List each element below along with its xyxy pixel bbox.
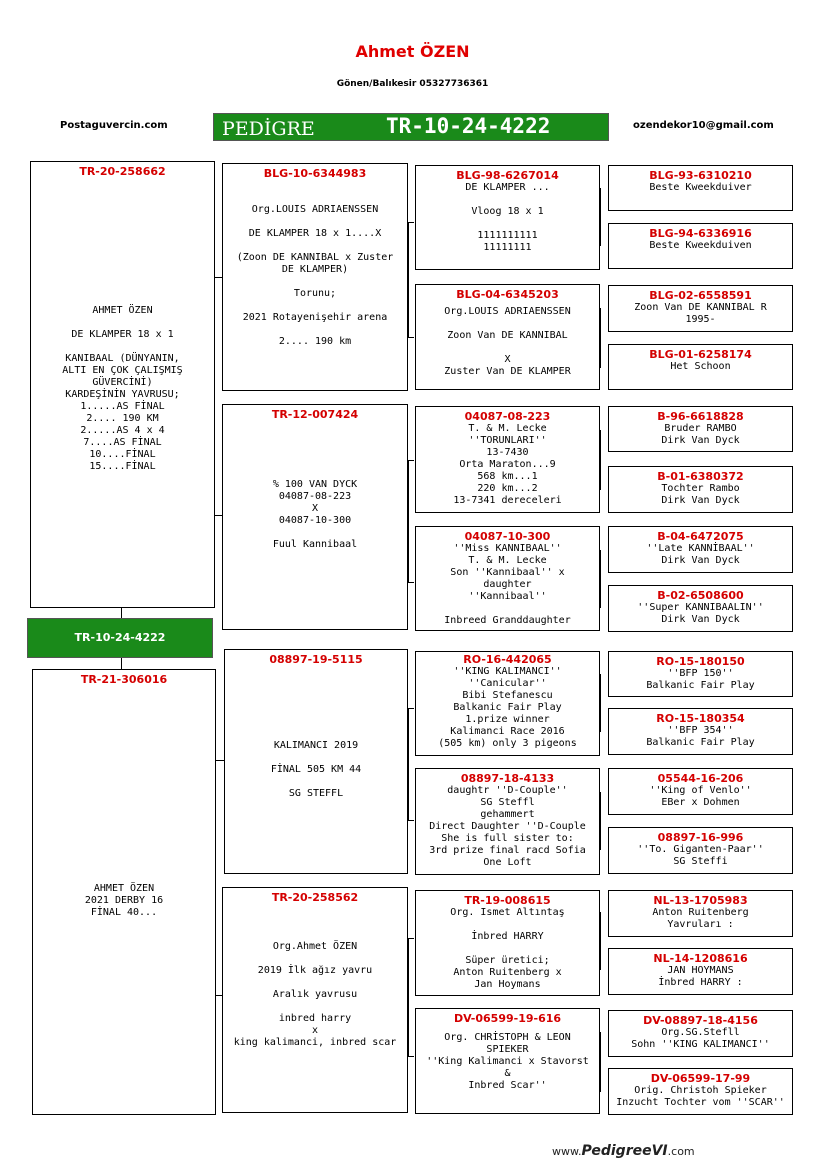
footer-brand-prefix: www. xyxy=(552,1145,582,1158)
ancestor-notes: KALIMANCI 2019 FİNAL 505 KM 44 SG STEFFL xyxy=(270,740,362,799)
ancestor-card xyxy=(608,1010,793,1057)
connector xyxy=(408,938,414,939)
connector xyxy=(408,1056,414,1057)
ancestor-notes: Orig. Christoh Spieker Inzucht Tochter vom ''SCAR'' xyxy=(616,1085,785,1108)
ancestor-notes: % 100 VAN DYCK 04087-08-223 X 04087-10-300 Fuul Kannibaal xyxy=(272,479,358,550)
ancestor-card xyxy=(608,585,793,632)
ancestor-ring: B-04-6472075 xyxy=(657,530,744,543)
pedigree-banner xyxy=(213,113,609,141)
connector xyxy=(408,938,409,1056)
ancestor-notes: ''BFP 150'' Balkanic Fair Play xyxy=(646,668,755,691)
connector xyxy=(408,820,414,821)
connector xyxy=(408,708,414,709)
ancestor-ring: BLG-10-6344983 xyxy=(263,167,367,180)
ancestor-notes: Org.LOUIS ADRIAENSSEN DE KLAMPER 18 x 1....X (Zoon DE KANNIBAL x Zuster DE KLAMPER) Torunu; 2021 Rotayenişehir arena 2.... 190 km xyxy=(236,204,394,347)
footer-brand-suffix: .com xyxy=(667,1145,695,1158)
ancestor-ring: DV-08897-18-4156 xyxy=(643,1014,758,1027)
ancestor-ring: DV-06599-19-616 xyxy=(453,1012,562,1025)
dam-ring: TR-21-306016 xyxy=(80,673,168,686)
ancestor-notes: ''Late KANNİBAAL'' Dirk Van Dyck xyxy=(646,543,755,566)
ancestor-notes: JAN HOYMANS İnbred HARRY : xyxy=(658,965,743,988)
ancestor-ring: BLG-98-6267014 xyxy=(456,169,559,182)
ancestor-card xyxy=(608,890,793,937)
banner-ring: TR-10-24-4222 xyxy=(386,114,551,138)
ancestor-card xyxy=(415,768,600,875)
ancestor-ring: BLG-93-6310210 xyxy=(649,169,752,182)
ancestor-card xyxy=(222,163,408,391)
sire-ring: TR-20-258662 xyxy=(79,165,166,178)
ancestor-notes: ''King of Venlo'' EBer x Dohmen xyxy=(649,785,752,808)
ancestor-card xyxy=(415,890,600,996)
ancestor-card xyxy=(415,406,600,513)
dam-card xyxy=(32,669,216,1115)
ancestor-notes: Het Schoon xyxy=(670,361,731,372)
ancestor-notes: Beste Kweekduiver xyxy=(649,182,752,193)
connector xyxy=(408,708,409,820)
subject-ring: TR-10-24-4222 xyxy=(27,618,213,658)
website-label: Postaguvercin.com xyxy=(60,120,168,131)
ancestor-notes: DE KLAMPER ... Vloog 18 x 1 1111111111 11111111 xyxy=(465,182,550,253)
ancestor-card xyxy=(222,404,408,630)
ancestor-notes: ''Miss KANNIBAAL'' T. & M. Lecke Son ''Kannibaal'' x daughter ''Kannibaal'' Inbreed Granddaughter xyxy=(444,543,571,626)
ancestor-notes: Anton Ruitenberg Yavruları : xyxy=(652,907,749,930)
ancestor-card xyxy=(415,165,600,270)
ancestor-notes: Org. CHRİSTOPH & LEON SPIEKER ''King Kalimanci x Stavorst & Inbred Scar'' xyxy=(426,1032,589,1091)
ancestor-ring: 04087-08-223 xyxy=(464,410,551,423)
connector xyxy=(408,582,414,583)
ancestor-card xyxy=(608,827,793,874)
ancestor-ring: RO-15-180354 xyxy=(656,712,745,725)
ancestor-card xyxy=(224,649,408,874)
connector xyxy=(600,430,601,490)
connector xyxy=(408,222,409,337)
ancestor-ring: NL-13-1705983 xyxy=(653,894,748,907)
connector xyxy=(600,550,601,608)
ancestor-notes: Org.SG.Stefll Sohn ''KING KALIMANCI'' xyxy=(631,1027,770,1050)
connector xyxy=(408,460,409,582)
ancestor-notes: Org.Ahmet ÖZEN 2019 İlk ağız yavru Aralık yavrusu inbred harry x king kalimanci, inbred scar xyxy=(233,941,397,1048)
ancestor-card xyxy=(608,344,793,390)
ancestor-notes: Zoon Van DE KANNIBAL R 1995- xyxy=(634,302,767,325)
ancestor-card xyxy=(222,887,408,1113)
ancestor-ring: 08897-16-996 xyxy=(657,831,744,844)
sire-notes: AHMET ÖZEN DE KLAMPER 18 x 1 KANIBAAL (DÜNYANIN, ALTI EN ÇOK ÇALIŞMIŞ GÜVERCİNİ) KARDEŞİNİN YAVRUSU; 1.....AS FİNAL 2.... 190 KM 2.....AS 4 x 4 7....AS FİNAL 10....FİNAL 15....FİNAL xyxy=(62,305,183,472)
ancestor-ring: TR-19-008615 xyxy=(464,894,551,907)
ancestor-ring: 05544-16-206 xyxy=(657,772,744,785)
ancestor-ring: 04087-10-300 xyxy=(464,530,551,543)
connector xyxy=(600,912,601,970)
owner-location-phone: Gönen/Balıkesir 05327736361 xyxy=(336,79,489,89)
ancestor-ring: BLG-94-6336916 xyxy=(649,227,752,240)
email-label: ozendekor10@gmail.com xyxy=(633,120,774,131)
ancestor-ring: NL-14-1208616 xyxy=(653,952,748,965)
ancestor-notes: ''To. Giganten-Paar'' SG Steffi xyxy=(637,844,764,867)
ancestor-card xyxy=(608,285,793,332)
ancestor-notes: ''BFP 354'' Balkanic Fair Play xyxy=(646,725,755,748)
ancestor-ring: RO-15-180150 xyxy=(656,655,745,668)
ancestor-notes: Beste Kweekduiven xyxy=(649,240,752,251)
ancestor-card xyxy=(608,651,793,697)
ancestor-ring: DV-06599-17-99 xyxy=(650,1072,751,1085)
ancestor-card xyxy=(415,1008,600,1114)
ancestor-ring: 08897-18-4133 xyxy=(460,772,555,785)
ancestor-notes: Tochter Rambo Dirk Van Dyck xyxy=(661,483,740,506)
ancestor-notes: daughtr ''D-Couple'' SG Steffl gehammert Direct Daughter ''D-Couple She is full sister to: 3rd prize final racd Sofia One Loft xyxy=(429,785,586,868)
ancestor-ring: BLG-01-6258174 xyxy=(649,348,752,361)
ancestor-card xyxy=(608,223,793,269)
ancestor-card xyxy=(415,284,600,390)
ancestor-card xyxy=(608,406,793,452)
footer-logo xyxy=(552,1143,695,1159)
ancestor-card xyxy=(415,526,600,631)
connector xyxy=(600,792,601,850)
ancestor-card xyxy=(608,165,793,211)
connector xyxy=(408,460,414,461)
ancestor-ring: 08897-19-5115 xyxy=(269,653,363,666)
connector xyxy=(600,674,601,732)
ancestor-card xyxy=(608,1068,793,1115)
ancestor-notes: ''KING KALIMANCI'' ''Canicular'' Bibi Stefanescu Balkanic Fair Play 1.prize winner Kalimanci Race 2016 (505 km) only 3 pigeons xyxy=(438,666,577,749)
ancestor-ring: B-96-6618828 xyxy=(657,410,744,423)
ancestor-card xyxy=(608,526,793,573)
ancestor-card xyxy=(415,651,600,756)
ancestor-card xyxy=(608,768,793,815)
owner-title: Ahmet ÖZEN xyxy=(355,42,470,61)
connector xyxy=(215,760,224,761)
connector xyxy=(600,1032,601,1092)
dam-notes: AHMET ÖZEN 2021 DERBY 16 FİNAL 40... xyxy=(84,883,164,918)
ancestor-ring: BLG-04-6345203 xyxy=(456,288,559,301)
ancestor-ring: B-02-6508600 xyxy=(657,589,744,602)
ancestor-ring: TR-12-007424 xyxy=(271,408,359,421)
connector xyxy=(408,337,414,338)
ancestor-notes: Org.LOUIS ADRIAENSSEN Zoon Van DE KANNIBAL X Zuster Van DE KLAMPER xyxy=(444,306,571,377)
ancestor-notes: Org. Ismet Altıntaş İnbred HARRY Süper üretici; Anton Ruitenberg x Jan Hoymans xyxy=(450,907,565,990)
ancestor-card xyxy=(608,948,793,995)
footer-brand: PedigreeVI xyxy=(581,1143,668,1159)
connector xyxy=(600,308,601,368)
connector xyxy=(408,222,414,223)
connector xyxy=(600,188,601,246)
ancestor-ring: TR-20-258562 xyxy=(271,891,359,904)
ancestor-notes: T. & M. Lecke ''TORUNLARI'' 13-7430 Orta Maraton...9 568 km...1 220 km...2 13-7341 dereceleri xyxy=(453,423,562,506)
ancestor-notes: Bruder RAMBO Dirk Van Dyck xyxy=(661,423,740,446)
ancestor-ring: RO-16-442065 xyxy=(463,653,552,666)
sire-card xyxy=(30,161,215,608)
ancestor-ring: B-01-6380372 xyxy=(657,470,744,483)
ancestor-card xyxy=(608,466,793,513)
ancestor-notes: ''Super KANNIBAALIN'' Dirk Van Dyck xyxy=(637,602,764,625)
ancestor-card xyxy=(608,708,793,755)
banner-label: PEDİGRE xyxy=(222,118,315,140)
ancestor-ring: BLG-02-6558591 xyxy=(649,289,752,302)
